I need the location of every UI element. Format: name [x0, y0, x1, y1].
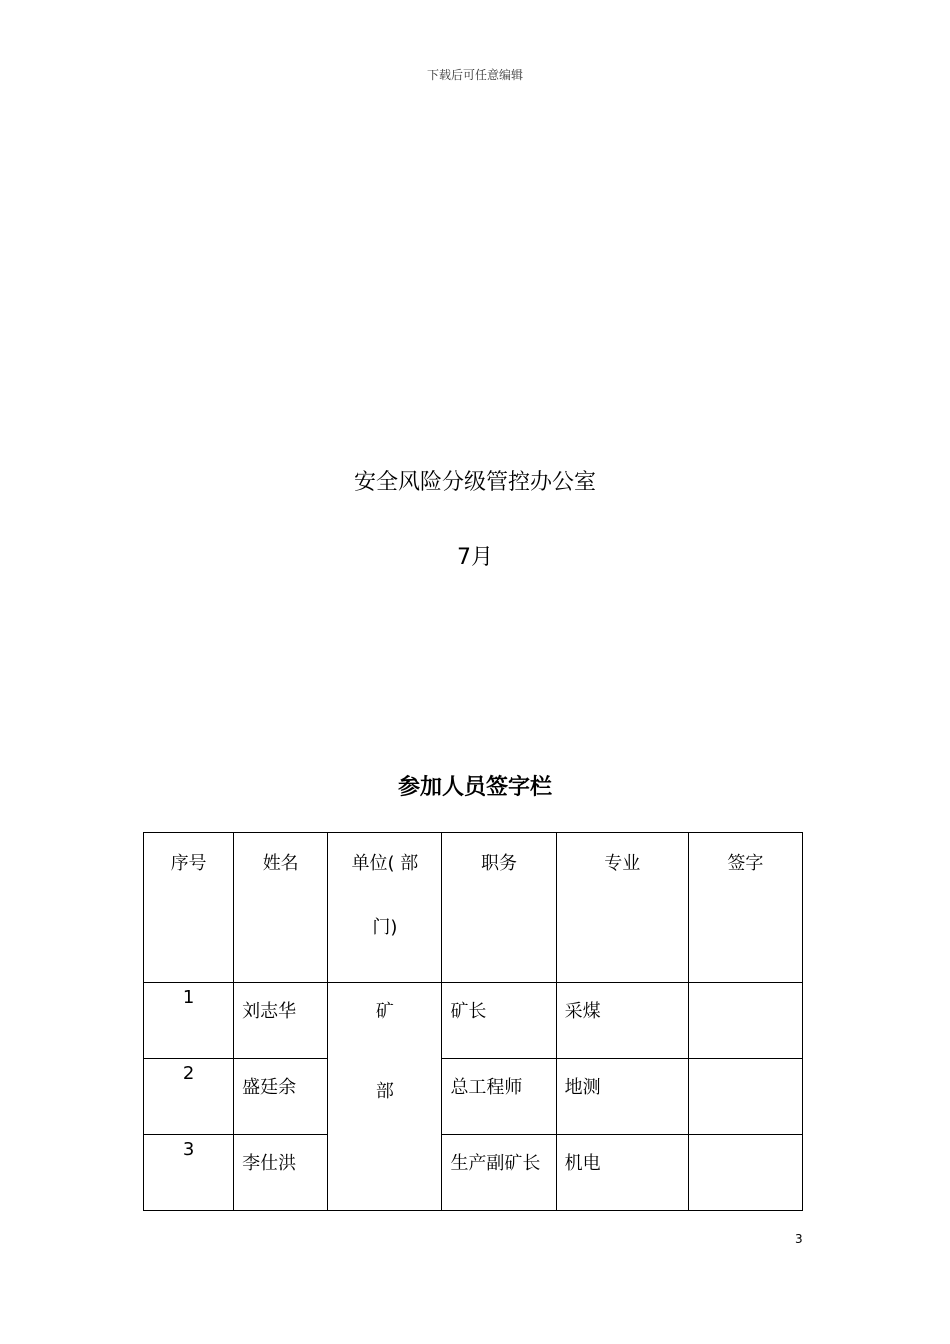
header-note: 下载后可任意编辑	[426, 68, 523, 82]
header-position: 职务	[442, 833, 556, 983]
cell-signature[interactable]	[688, 983, 802, 1059]
cell-name: 盛廷余	[234, 1059, 328, 1135]
header-unit	[328, 833, 442, 983]
month-label: 7月	[457, 545, 493, 570]
table-header-row	[144, 833, 803, 983]
cell-position: 生产副矿长	[442, 1135, 556, 1211]
cell-specialty: 机电	[556, 1135, 688, 1211]
table-row	[144, 1059, 803, 1135]
unit-merged-line1: 矿	[375, 1001, 394, 1022]
unit-merged-line2: 部	[375, 1081, 394, 1102]
cell-signature[interactable]	[688, 1135, 802, 1211]
cell-seq: 3	[144, 1135, 234, 1211]
table-row	[144, 1135, 803, 1211]
cell-seq: 2	[144, 1059, 234, 1135]
office-title: 安全风险分级管控办公室	[353, 470, 596, 495]
header-name: 姓名	[234, 833, 328, 983]
cell-signature[interactable]	[688, 1059, 802, 1135]
cell-specialty: 采煤	[556, 983, 688, 1059]
header-seq: 序号	[144, 833, 234, 983]
page-number: 3	[795, 1232, 803, 1246]
header-signature: 签字	[688, 833, 802, 983]
cell-specialty: 地测	[556, 1059, 688, 1135]
cell-position: 总工程师	[442, 1059, 556, 1135]
cell-seq: 1	[144, 983, 234, 1059]
section-title: 参加人员签字栏	[397, 775, 552, 800]
header-unit-line2: 门)	[372, 917, 398, 938]
cell-position: 矿长	[442, 983, 556, 1059]
cell-name: 李仕洪	[234, 1135, 328, 1211]
header-specialty: 专业	[556, 833, 688, 983]
cell-name: 刘志华	[234, 983, 328, 1059]
header-unit-line1: 单位( 部	[351, 853, 419, 874]
signature-table	[143, 832, 803, 1211]
cell-unit-merged	[328, 983, 442, 1211]
table-row	[144, 983, 803, 1059]
